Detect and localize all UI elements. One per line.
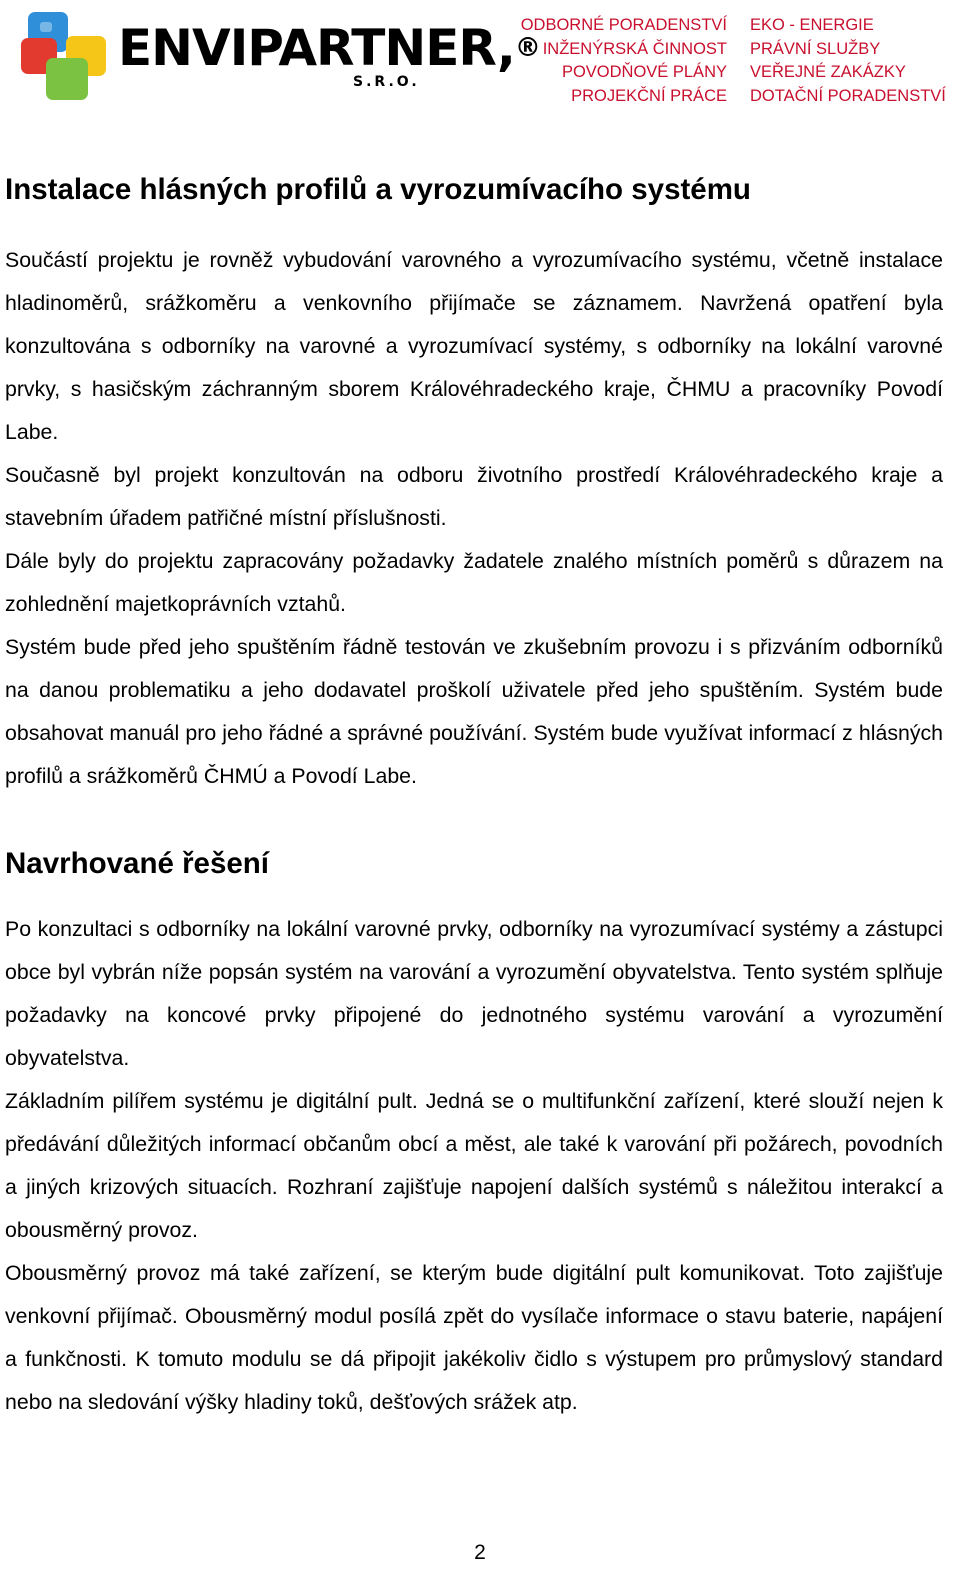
service-item: DOTAČNÍ PORADENSTVÍ [750, 86, 946, 105]
logo-name: ENVIPARTNER, [118, 19, 515, 77]
paragraph: Součástí projektu je rovněž vybudování varovného a vyrozumívacího systému, včetně instalace hladinoměrů, srážkoměru a venkovního přijímače se záznamem. Navržená opatření byla konzultována s odborníky na varovné a vyrozumívací systémy, s odborníky na lokální varovné prvky, s hasičským záchranným sborem Královéhradeckého kraje, ČHMU a pracovníky Povodí Labe. [5, 248, 943, 444]
service-item: EKO - ENERGIE [750, 16, 874, 34]
service-item: PRÁVNÍ SLUŽBY [750, 39, 881, 58]
logo-wordmark [118, 20, 540, 76]
logo-suffix: S.R.O. [353, 74, 420, 90]
paragraph: Současně byl projekt konzultován na odboru životního prostředí Královéhradeckého kraje a stavebním úřadem patřičné místní příslušnosti. [5, 463, 943, 530]
paragraph: Systém bude před jeho spuštěním řádně testován ve zkušebním provozu i s přizváním odborníků na danou problematiku a jeho dodavatel proškolí uživatele před jeho spuštěním. Systém bude obsahovat manuál pro jeho řádné a správné používání. Systém bude využívat informací z hlásných profilů a srážkoměrů ČHMÚ a Povodí Labe. [5, 635, 943, 788]
service-item: INŽENÝRSKÁ ČINNOST [542, 39, 727, 58]
services-right [750, 14, 946, 108]
logo-registered: ® [514, 33, 540, 63]
section-title: Instalace hlásných profilů a vyrozumívacího systému [5, 173, 751, 206]
paragraph: Obousměrný provoz má také zařízení, se kterým bude digitální pult komunikovat. Toto zajišťuje venkovní přijímač. Obousměrný modul posílá zpět do vysílače informace o stavu baterie, napájení a funkčnosti. K tomuto modulu se dá připojit jakékoliv čidlo s výstupem pro průmyslový standard nebo na sledování výšky hladiny toků, dešťových srážek atp. [5, 1261, 943, 1414]
service-item: VEŘEJNÉ ZAKÁZKY [750, 63, 906, 81]
service-item: POVODŇOVÉ PLÁNY [561, 63, 727, 81]
page-header [0, 0, 960, 110]
section-title: Navrhované řešení [5, 847, 269, 880]
logo-blocks-icon [18, 8, 118, 104]
paragraph: Dále byly do projektu zapracovány požadavky žadatele znalého místních poměrů s důrazem na zohlednění majetkoprávních vztahů. [5, 549, 943, 616]
paragraph: Základním pilířem systému je digitální pult. Jedná se o multifunkční zařízení, které slouží nejen k předávání důležitých informací občanům obcí a měst, ale také k varování při požárech, povodních a jiných krizových situacích. Rozhraní zajišťuje napojení dalších systémů s náležitou interakcí a obousměrný provoz. [5, 1089, 943, 1242]
company-logo [18, 8, 540, 106]
paragraph: Po konzultaci s odborníky na lokální varovné prvky, odborníky na vyrozumívací systémy a zástupci obce byl vybrán níže popsán systém na varování a vyrozumění obyvatelstva. Tento systém splňuje požadavky na koncové prvky připojené do jednotného systému varování a vyrozumění obyvatelstva. [5, 917, 943, 1070]
document-body [5, 160, 943, 1424]
page-number: 2 [474, 1541, 486, 1564]
service-item: ODBORNÉ PORADENSTVÍ [520, 16, 727, 34]
service-item: PROJEKČNÍ PRÁCE [571, 86, 727, 105]
services-left [521, 14, 727, 108]
